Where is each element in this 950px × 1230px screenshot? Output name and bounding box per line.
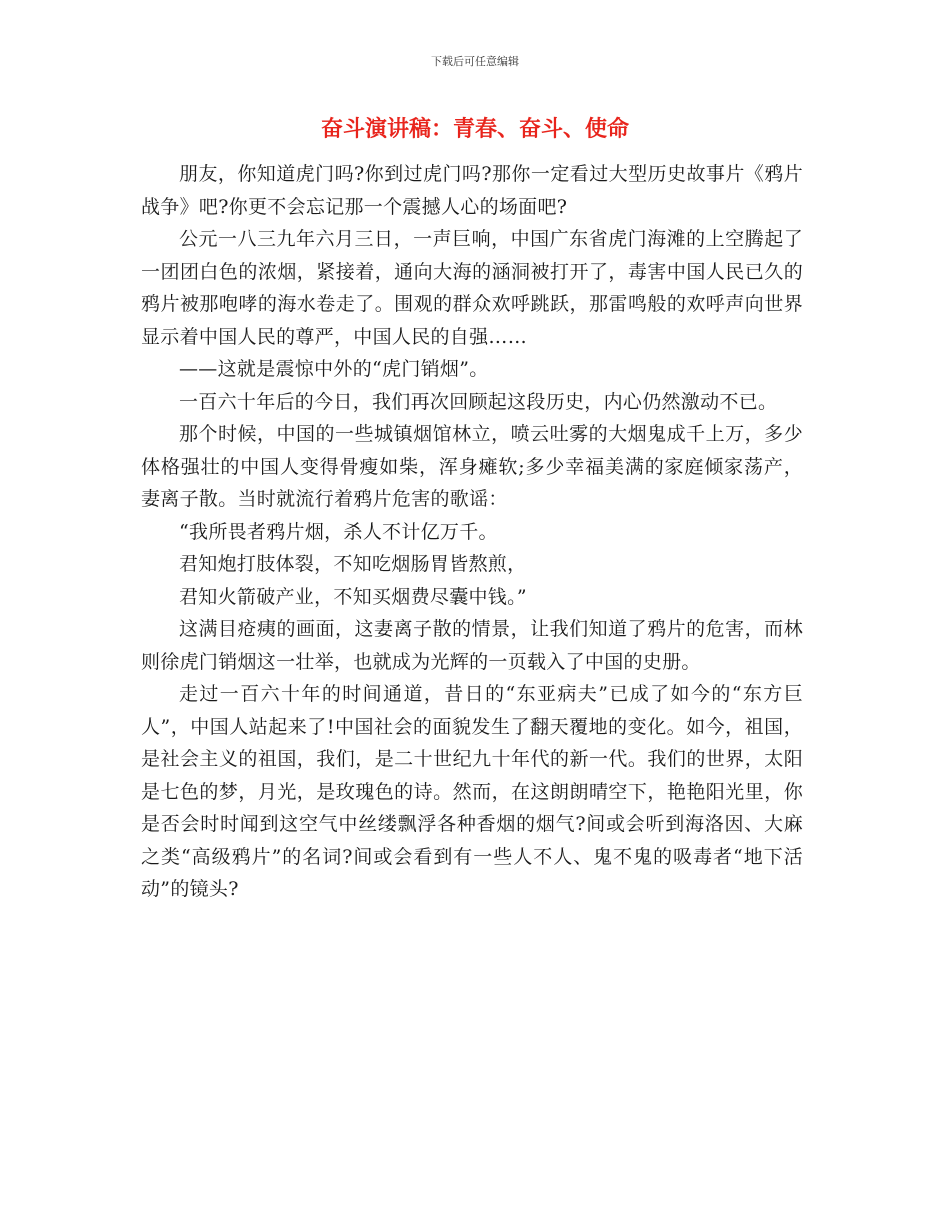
header-note: 下载后可任意编辑: [431, 55, 519, 68]
verse-line-2: 君知炮打肢体裂，不知吃烟肠胃皆熬煎，: [179, 553, 527, 575]
paragraph-present: 走过一百六十年的时间通道，昔日的“东亚病夫”已成了如今的“东方巨人”，中国人站起来了!中国社会的面貌发生了翻天覆地的变化。如今，祖国，是社会主义的祖国，我们，是二十世纪九十年代的新一代。我们的世界，太阳是七色的梦，月光，是玫瑰色的诗。然而，在这朗朗晴空下，艳艳阳光里，你是否会时时闻到这空气中丝缕飘浮各种香烟的烟气?间或会听到海洛因、大麻之类“高级鸦片”的名词?间或会看到有一些人不人、鬼不鬼的吸毒者“地下活动”的镜头?: [141, 683, 803, 900]
document-body: [141, 158, 803, 906]
paragraph-intro: 朋友，你知道虎门吗?你到过虎门吗?那你一定看过大型历史故事片《鸦片战争》吧?你更不会忘记那一个震撼人心的场面吧?: [141, 163, 803, 218]
verse-line-1: “我所畏者鸦片烟，杀人不计亿万千。: [179, 520, 498, 543]
document-title: 奋斗演讲稿：青春、奋斗、使命: [320, 117, 629, 142]
paragraph-harm: 这满目疮痍的画面，这妻离子散的情景，让我们知道了鸦片的危害，而林则徐虎门销烟这一壮举，也就成为光辉的一页载入了中国的史册。: [141, 618, 803, 673]
paragraph-history: 公元一八三九年六月三日，一声巨响，中国广东省虎门海滩的上空腾起了一团团白色的浓烟，紧接着，通向大海的涵洞被打开了，毒害中国人民已久的鸦片被那咆哮的海水卷走了。围观的群众欢呼跳跃，那雷鸣般的欢呼声向世界显示着中国人民的尊严，中国人民的自强……: [141, 228, 803, 348]
paragraph-humen: ——这就是震惊中外的“虎门销烟”。: [179, 358, 489, 380]
paragraph-past: 那个时候，中国的一些城镇烟馆林立，喷云吐雾的大烟鬼成千上万，多少体格强壮的中国人变得骨瘦如柴，浑身瘫软;多少幸福美满的家庭倾家荡产，妻离子散。当时就流行着鸦片危害的歌谣：: [141, 423, 803, 510]
verse-line-3: 君知火箭破产业，不知买烟费尽囊中钱。”: [179, 585, 527, 608]
paragraph-reflection: 一百六十年后的今日，我们再次回顾起这段历史，内心仍然激动不已。: [179, 390, 778, 413]
